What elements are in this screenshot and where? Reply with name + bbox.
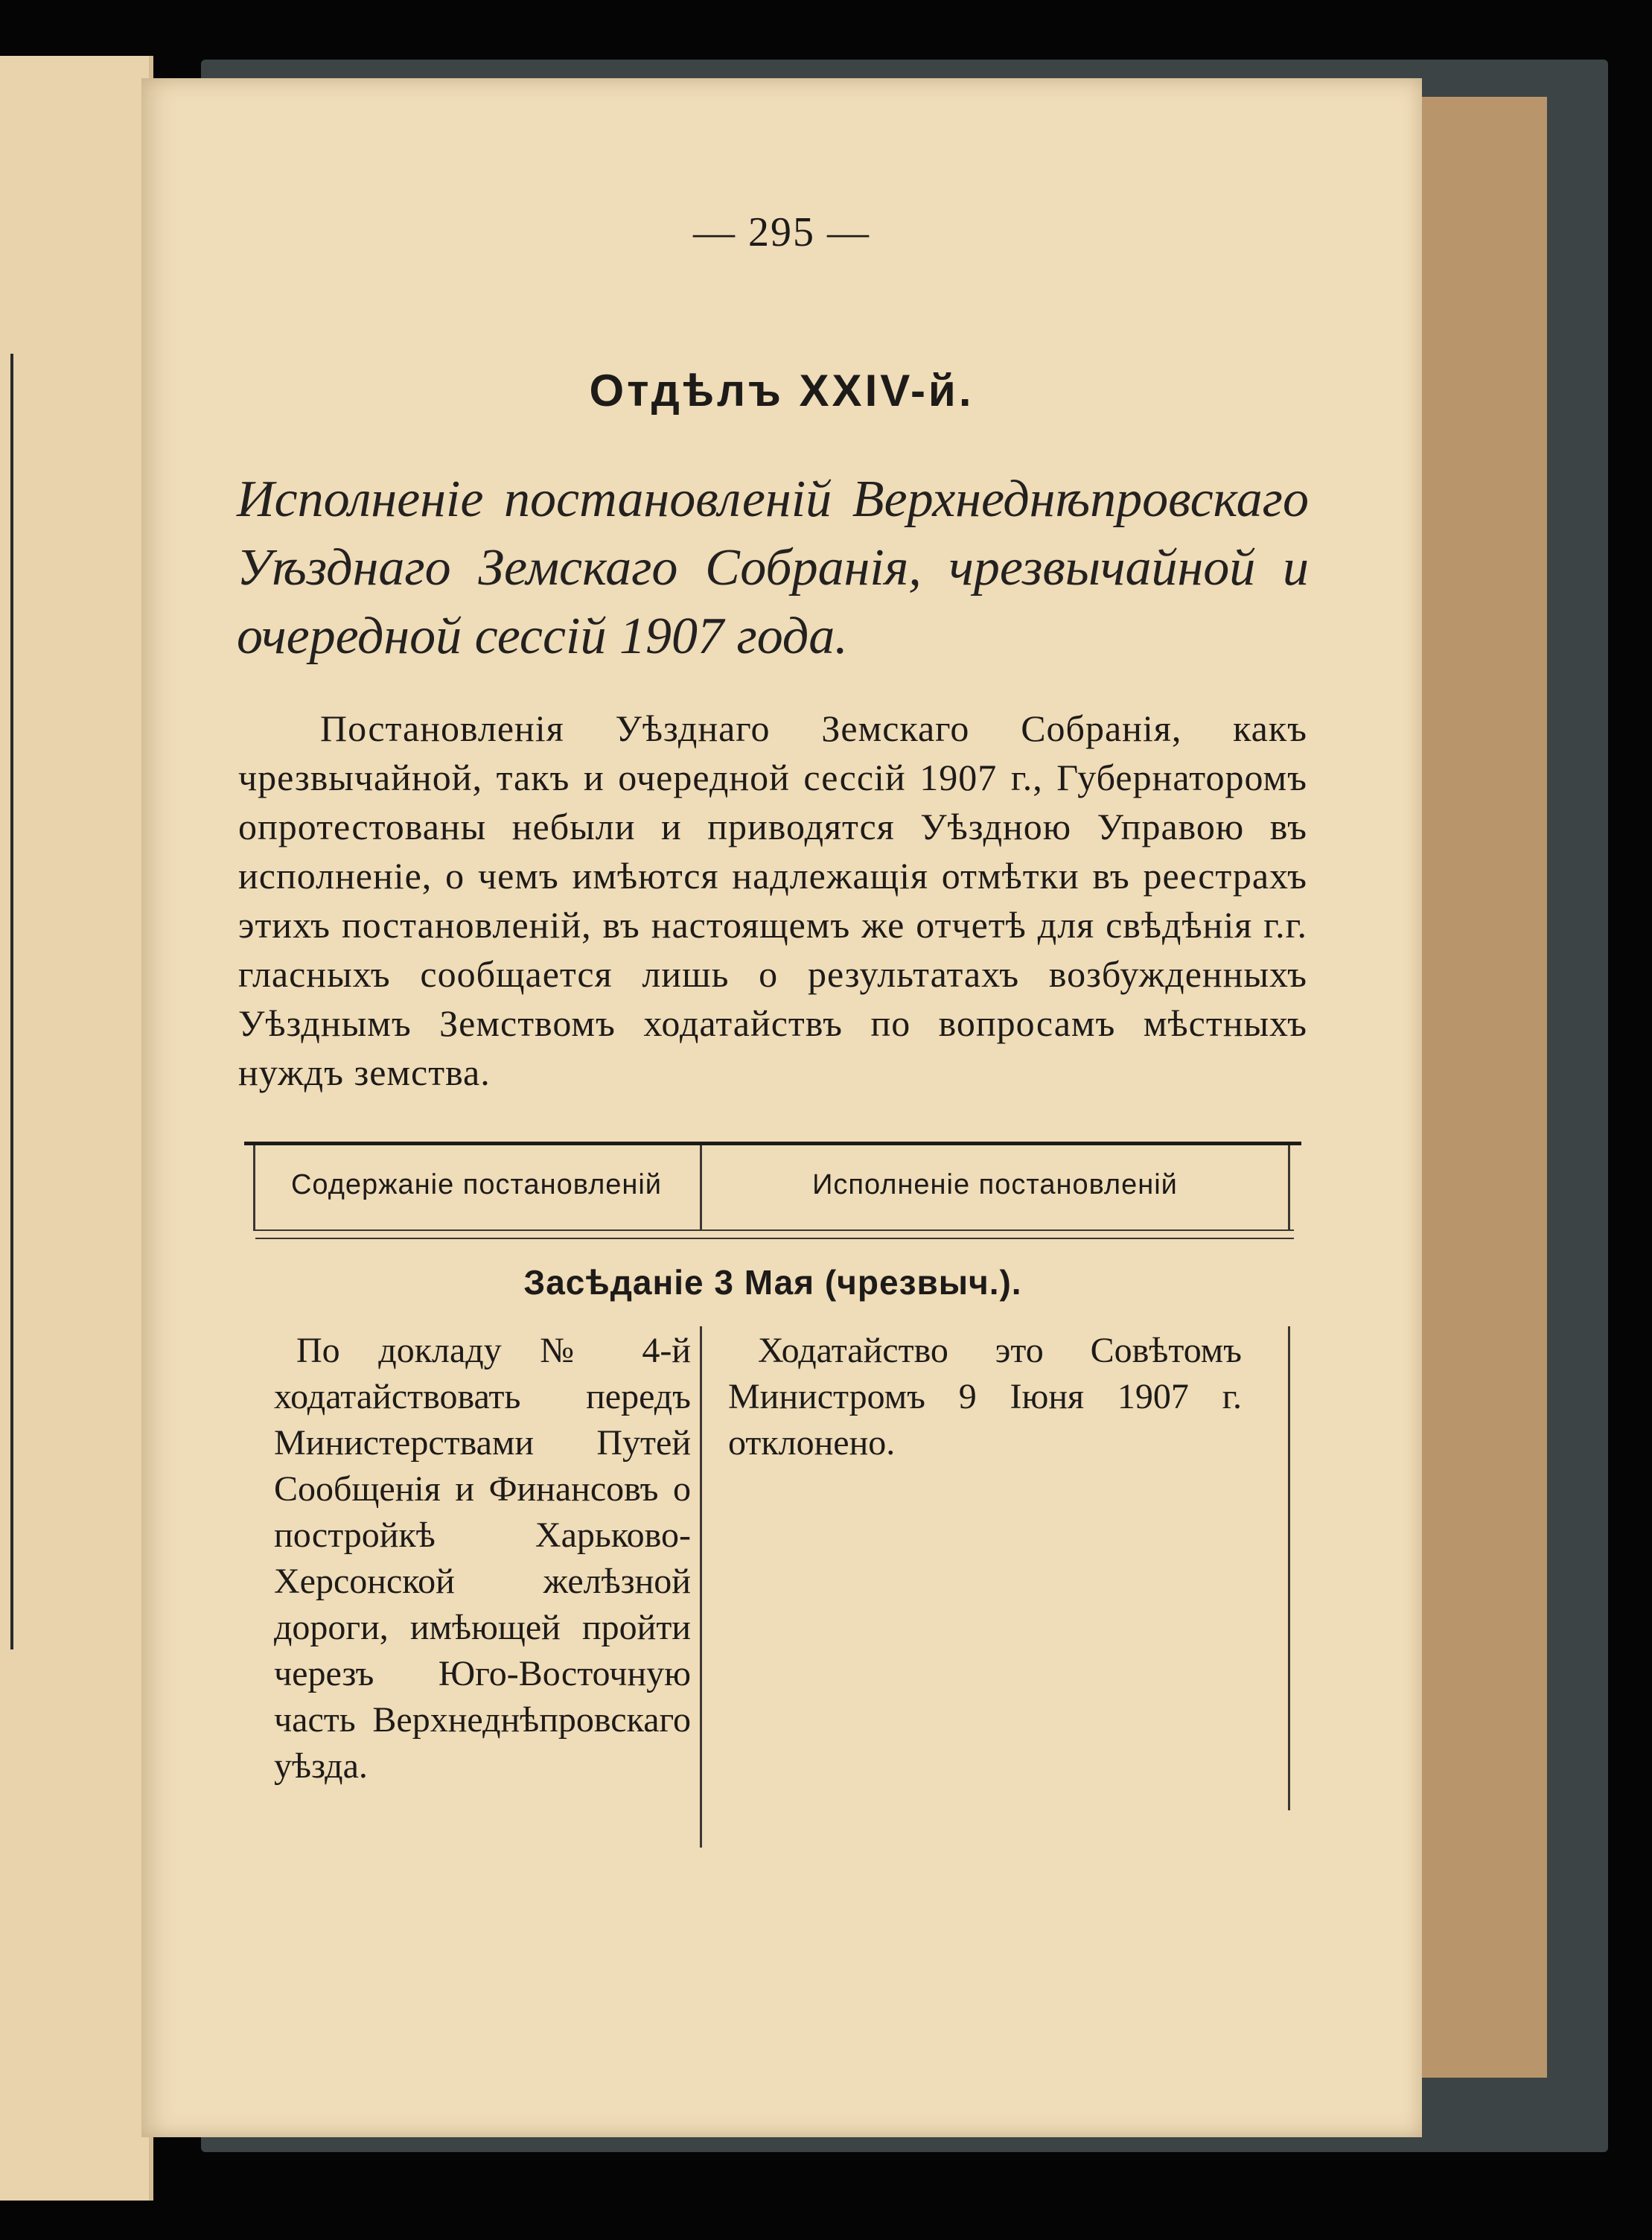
- section-title: Отдѣлъ XXIV-й.: [589, 366, 975, 416]
- session-title: Засѣданіе 3 Мая (чрезвыч.).: [523, 1263, 1022, 1302]
- table-right-border-body: [1288, 1326, 1290, 1810]
- page-number: — 295 —: [693, 209, 870, 255]
- book-page: [141, 78, 1422, 2137]
- header-double-rule: [255, 1229, 1294, 1239]
- table-body-divider: [700, 1326, 702, 1848]
- left-page-rule: [10, 354, 13, 1649]
- left-page: [0, 56, 153, 2201]
- table-header-row: [244, 1145, 1301, 1227]
- row-content-cell: По докладу № 4-й ходатайствовать передъ Министерствами Путей Сообщенія и Финансовъ о постройкѣ Харьково-Херсонской желѣзной дороги, имѣющей пройти черезъ Юго-Восточную часть Верхнеднѣпровскаго уѣзда.: [274, 1331, 691, 1786]
- resolutions-table: [244, 1142, 1301, 1901]
- page-edges: [1418, 97, 1547, 2078]
- header-content: Содержаніе постановленій: [290, 1169, 663, 1200]
- body-paragraph: Постановленія Уѣзднаго Земскаго Собранія, какъ чрезвычайной, такъ и очередной сессій 1907 г., Губернаторомъ опротестованы небыли и приводятся Уѣздною Управою въ исполненіе, о чемъ имѣются надлежащія отмѣтки въ реестрахъ этихъ постановленій, въ настоящемъ же отчетѣ для свѣдѣнія г.г. гласныхъ сообщается лишь о результатахъ возбужденныхъ Уѣзднымъ Земствомъ ходатайствъ по вопросамъ мѣстныхъ нуждъ земства.: [238, 707, 1307, 1093]
- row-execution-cell: Ходатайство это Совѣтомъ Министромъ 9 Іюня 1907 г. отклонено.: [728, 1331, 1242, 1463]
- header-execution: Исполненіе постановленій: [812, 1169, 1178, 1200]
- italic-heading: Исполненіе постановленій Верхнеднѣпровскаго Уѣзднаго Земскаго Собранія, чрезвычайной и очередной сессій 1907 года.: [237, 471, 1309, 665]
